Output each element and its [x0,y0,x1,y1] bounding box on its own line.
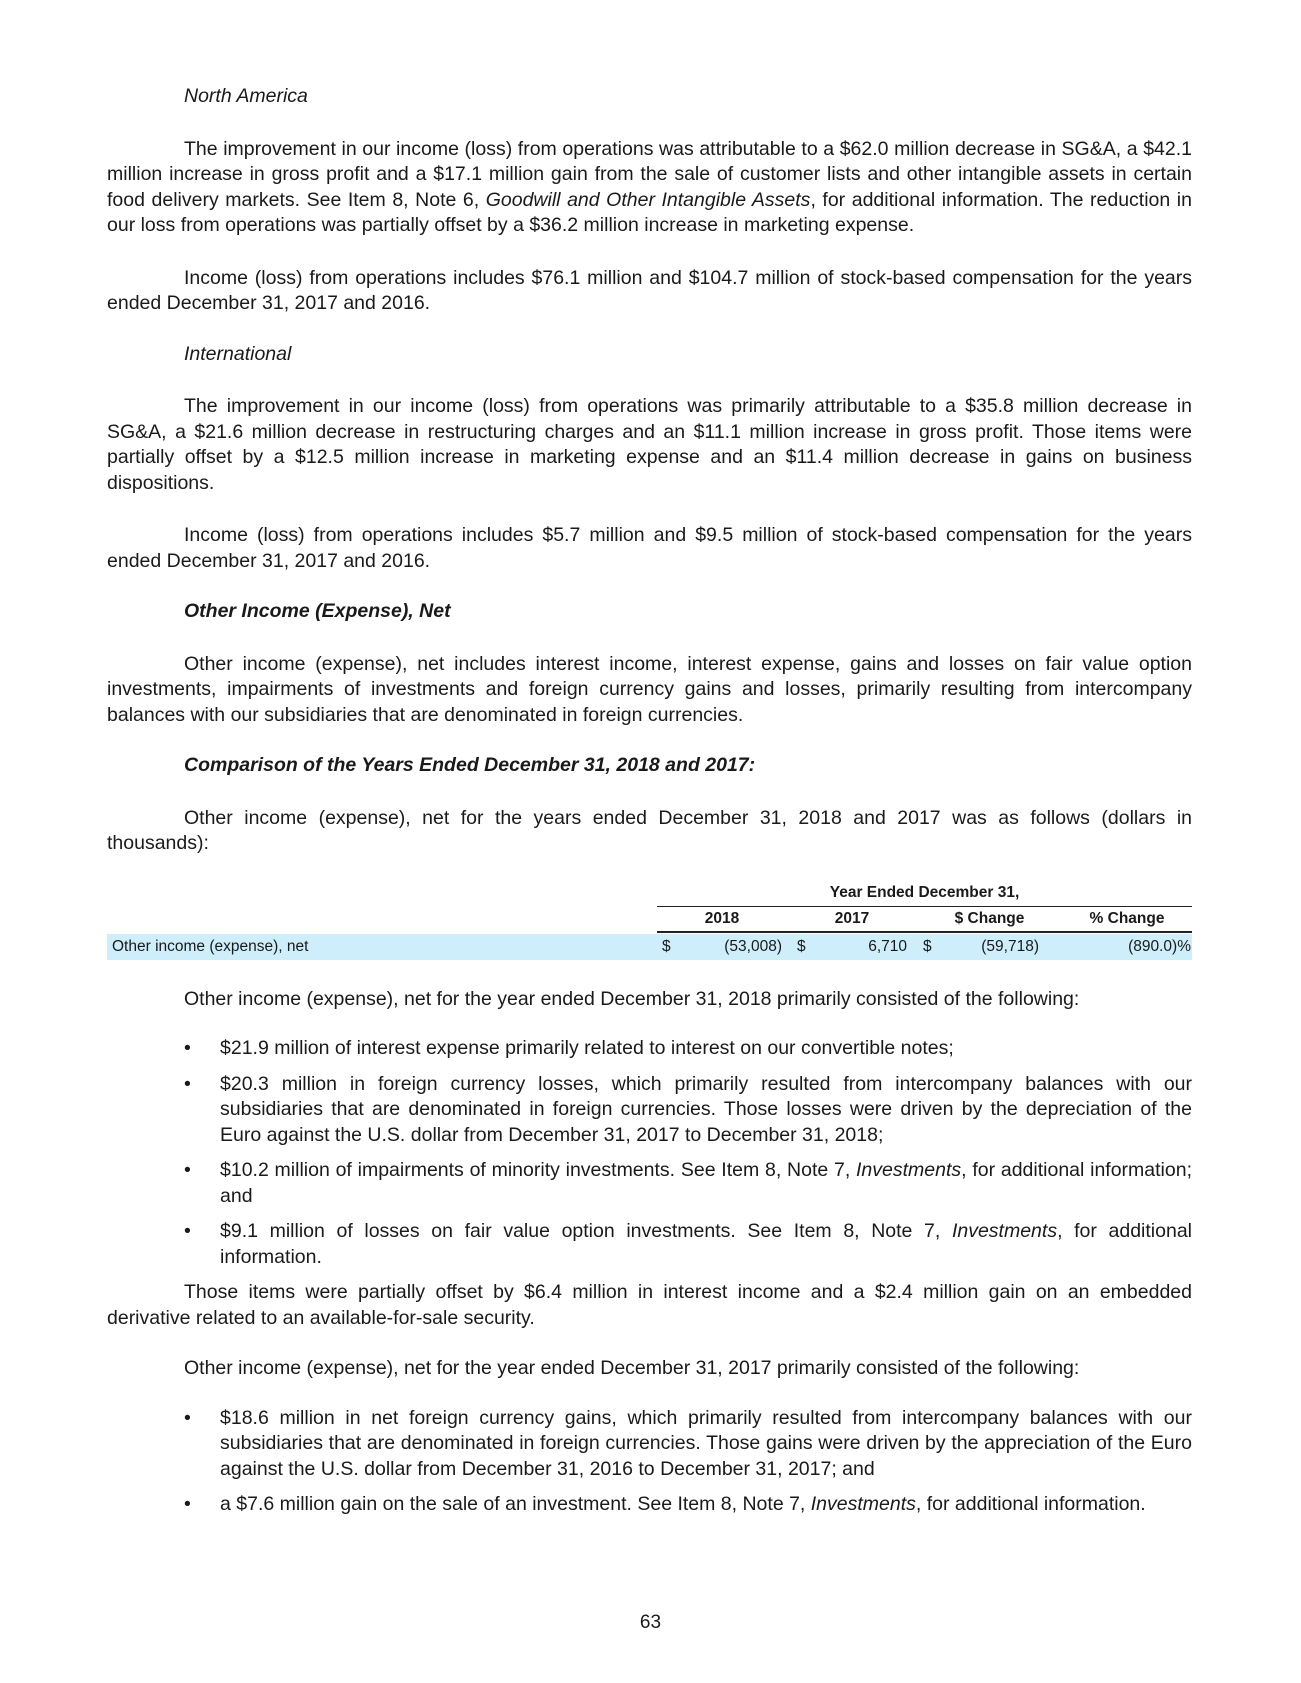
year-2017-bullet-list [107,1406,1192,1518]
row-label: Other income (expense), net [112,937,309,955]
other-income-paragraph: Other income (expense), net includes interest income, interest expense, gains and losses on fair value option investments, impairments of investments and foreign currency gains and losses, primarily resulting from intercompany balances with our subsidiaries that are denominated in foreign currencies. [107,652,1192,726]
text-run: The improvement in our income (loss) from operations was attributable to a $62.0 million decrease in SG&A, a $42.1 million increase in gross profit and a $17.1 million gain from the sale of customer lists and other intangible assets in certain food delivery markets. See Item 8, Note 6, [107,137,1192,211]
north-america-paragraph-2: Income (loss) from operations includes $76.1 million and $104.7 million of stock-based compensation for the years ended December 31, 2017 and 2016. [107,266,1192,314]
list-item [107,1492,1192,1518]
international-paragraph-1: The improvement in our income (loss) from operations was primarily attributable to a $35.8 million decrease in SG&A, a $21.6 million decrease in restructuring charges and an $11.1 million increase in gross profit. Those items were partially offset by a $12.5 million increase in marketing expense and an $11.4 million decrease in gains on business dispositions. [107,395,1192,494]
table-row [107,934,1192,960]
text-run: , for additional information. [220,1220,1193,1268]
note-reference-italic: Goodwill and Other Intangible Assets [485,188,811,211]
text-run: $18.6 million in net foreign currency gains, which primarily resulted from intercompany balances with our subsidiaries that are denominated in foreign currencies. Those gains were driven by the appreciation of the Euro against the U.S. dollar from December 31, 2016 to December 31, 2017; and [220,1406,1192,1480]
table-column-rule [657,931,1192,933]
list-item [107,1072,1192,1149]
international-heading: International [184,342,292,365]
bullet-icon: • [184,1072,191,1095]
table-year-header: Year Ended December 31, [829,883,1020,901]
year-2017-intro: Other income (expense), net for the year ended December 31, 2017 primarily consisted of the following: [184,1357,1080,1379]
other-income-table [107,884,1192,962]
note-reference-italic: Investments [856,1159,962,1181]
bullet-icon: • [184,1220,191,1242]
currency-symbol: $ [662,937,671,955]
list-item [107,1036,1192,1062]
value-dollar-change: (59,718) [981,937,1039,955]
column-header-2018: 2018 [704,909,740,927]
list-item [107,1158,1192,1209]
text-run: $21.9 million of interest expense primarily related to interest on our convertible notes; [220,1037,954,1059]
page-number: 63 [639,1612,662,1633]
north-america-paragraph-1 [107,137,1192,239]
text-run: $9.1 million of losses on fair value option investments. See Item 8, Note 7, [220,1220,952,1242]
value-2017: 6,710 [868,937,907,955]
other-income-heading: Other Income (Expense), Net [184,600,451,622]
text-run: $20.3 million in foreign currency losses, which primarily resulted from intercompany balances with our subsidiaries that are denominated in foreign currencies. Those losses were driven by the depreciation of the Euro against the U.S. dollar from December 31, 2017 to December 31, 2018; [220,1072,1192,1146]
bullet-icon: • [184,1493,191,1515]
currency-symbol: $ [923,937,932,955]
year-2018-bullet-list [107,1036,1192,1270]
list-item [107,1219,1192,1270]
bullet-icon: • [184,1159,191,1181]
currency-symbol: $ [797,937,806,955]
text-run: , for additional information. [915,1493,1146,1515]
international-paragraph-2: Income (loss) from operations includes $5.7 million and $9.5 million of stock-based compensation for the years ended December 31, 2017 and 2016. [107,524,1192,572]
comparison-heading: Comparison of the Years Ended December 31, 2018 and 2017: [184,754,756,776]
text-run: $10.2 million of impairments of minority investments. See Item 8, Note 7, [220,1159,857,1181]
year-2018-intro: Other income (expense), net for the year ended December 31, 2018 primarily consisted of the following: [184,987,1080,1010]
offset-paragraph: Those items were partially offset by $6.4 million in interest income and a $2.4 million gain on an embedded derivative related to an available-for-sale security. [107,1281,1192,1329]
comparison-paragraph: Other income (expense), net for the years ended December 31, 2018 and 2017 was as follows (dollars in thousands): [107,806,1192,854]
page-content [107,84,1192,1528]
value-2018: (53,008) [724,937,782,955]
list-item [107,1406,1192,1483]
bullet-icon: • [184,1406,191,1429]
text-run: , for additional information. The reduction in our loss from operations was partially offset by a $36.2 million increase in marketing expense. [107,188,1192,236]
north-america-heading: North America [184,85,308,107]
table-header-rule [657,906,1192,907]
bullet-icon: • [184,1037,191,1059]
column-header-dollar-change: $ Change [954,909,1025,927]
text-run: a $7.6 million gain on the sale of an investment. See Item 8, Note 7, [220,1493,811,1515]
column-header-2017: 2017 [834,909,870,927]
text-run: , for additional information; and [220,1159,1192,1207]
note-reference-italic: Investments [810,1493,916,1515]
note-reference-italic: Investments [951,1220,1058,1242]
column-header-percent-change: % Change [1089,909,1165,927]
value-percent-change: (890.0)% [1128,937,1191,955]
